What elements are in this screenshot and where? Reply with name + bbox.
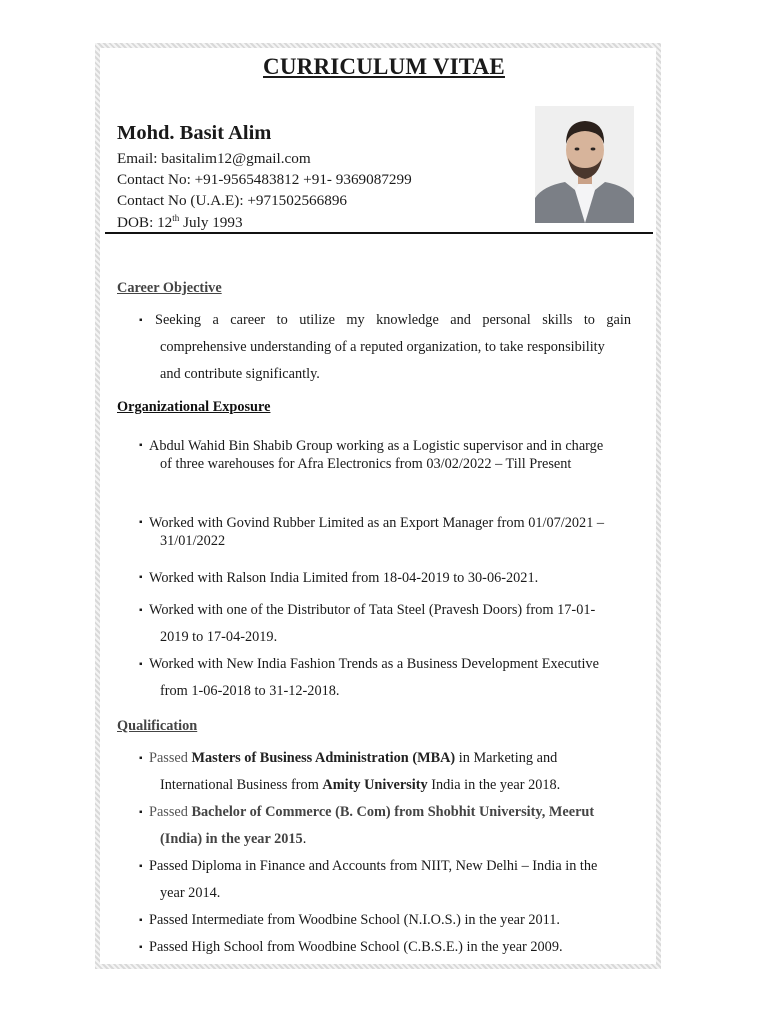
profile-photo-portrait	[535, 106, 634, 223]
bullet-marker: ▪	[139, 315, 143, 326]
exposure-item-line: from 1-06-2018 to 31-12-2018.	[160, 683, 340, 699]
career-objective-line-3: and contribute significantly.	[160, 366, 320, 382]
header-divider	[105, 232, 653, 234]
qualification-item-diploma	[139, 853, 631, 907]
exposure-item-line: 2019 to 17-04-2019.	[160, 629, 278, 645]
qualification-line	[139, 745, 631, 772]
career-objective-heading: Career Objective	[117, 280, 222, 296]
qualification-line	[139, 826, 631, 853]
degree-detail: in Marketing and	[455, 750, 558, 766]
exposure-item-5	[139, 651, 631, 705]
qualification-line: year 2014.	[160, 885, 221, 901]
qualification-line	[139, 799, 631, 826]
bullet-marker: ▪	[139, 440, 143, 451]
bullet-marker: ▪	[139, 572, 143, 583]
career-objective-item	[139, 307, 631, 388]
qualification-item-intermediate	[139, 907, 631, 934]
exposure-item-line: of three warehouses for Afra Electronics from 03/02/2022 – Till Present	[160, 456, 572, 472]
dob-suffix: July 1993	[179, 214, 243, 232]
bullet-marker: ▪	[139, 807, 143, 818]
qualification-line	[139, 772, 631, 799]
dob-superscript: th	[172, 213, 180, 223]
email-line: Email: basitalim12@gmail.com	[117, 150, 311, 167]
qualification-line: Passed Intermediate from Woodbine School (N.I.O.S.) in the year 2011.	[149, 912, 560, 928]
qualification-line: Passed High School from Woodbine School (C.B.S.E.) in the year 2009.	[149, 939, 563, 955]
dob-line	[117, 213, 243, 232]
qualification-item-mba	[139, 745, 631, 799]
exposure-item-2	[139, 514, 631, 550]
career-objective-line-2: comprehensive understanding of a reputed organization, to take responsibility	[160, 339, 605, 355]
passed-prefix: Passed	[149, 750, 192, 766]
exposure-item-line: 31/01/2022	[160, 533, 226, 549]
qualification-item-high-school	[139, 934, 631, 961]
exposure-item-line: Abdul Wahid Bin Shabib Group working as a Logistic supervisor and in charge	[149, 438, 604, 454]
degree-name: Masters of Business Administration (MBA)	[191, 750, 456, 766]
degree-detail: (India) in the year 2015	[160, 831, 303, 847]
degree-name: Bachelor of Commerce (B. Com) from Shobhit University, Meerut	[191, 804, 595, 820]
university-name: Amity University	[322, 777, 428, 793]
bullet-marker: ▪	[139, 915, 143, 926]
profile-photo	[535, 106, 634, 223]
organizational-exposure-heading: Organizational Exposure	[117, 399, 271, 415]
degree-detail: India in the year 2018.	[427, 777, 561, 793]
career-objective-line-1: Seeking a career to utilize my knowledge and personal skills to gain	[155, 312, 631, 328]
dob-prefix: DOB: 12	[117, 214, 173, 232]
degree-detail: International Business from	[160, 777, 323, 793]
bullet-marker: ▪	[139, 659, 143, 670]
page-title: CURRICULUM VITAE	[263, 54, 505, 79]
bullet-marker: ▪	[139, 517, 143, 528]
phone-india-line: Contact No: +91-9565483812 +91- 9369087299	[117, 171, 412, 188]
exposure-item-1	[139, 437, 631, 473]
candidate-name: Mohd. Basit Alim	[117, 122, 272, 144]
exposure-item-line: Worked with Ralson India Limited from 18-04-2019 to 30-06-2021.	[149, 570, 539, 586]
exposure-item-3	[139, 569, 631, 587]
bullet-marker: ▪	[139, 942, 143, 953]
exposure-item-line: Worked with one of the Distributor of Tata Steel (Pravesh Doors) from 17-01-	[149, 602, 596, 618]
exposure-item-line: Worked with Govind Rubber Limited as an Export Manager from 01/07/2021 –	[149, 515, 605, 531]
qualification-item-bcom	[139, 799, 631, 853]
exposure-item-4	[139, 597, 631, 651]
degree-detail: .	[302, 831, 307, 847]
exposure-item-line: Worked with New India Fashion Trends as a Business Development Executive	[149, 656, 599, 672]
bullet-marker: ▪	[139, 753, 143, 764]
qualification-line: Passed Diploma in Finance and Accounts from NIIT, New Delhi – India in the	[149, 858, 598, 874]
passed-prefix: Passed	[149, 804, 192, 820]
phone-uae-line: Contact No (U.A.E): +971502566896	[117, 192, 348, 209]
bullet-marker: ▪	[139, 861, 143, 872]
qualification-heading: Qualification	[117, 718, 198, 734]
bullet-marker: ▪	[139, 605, 143, 616]
